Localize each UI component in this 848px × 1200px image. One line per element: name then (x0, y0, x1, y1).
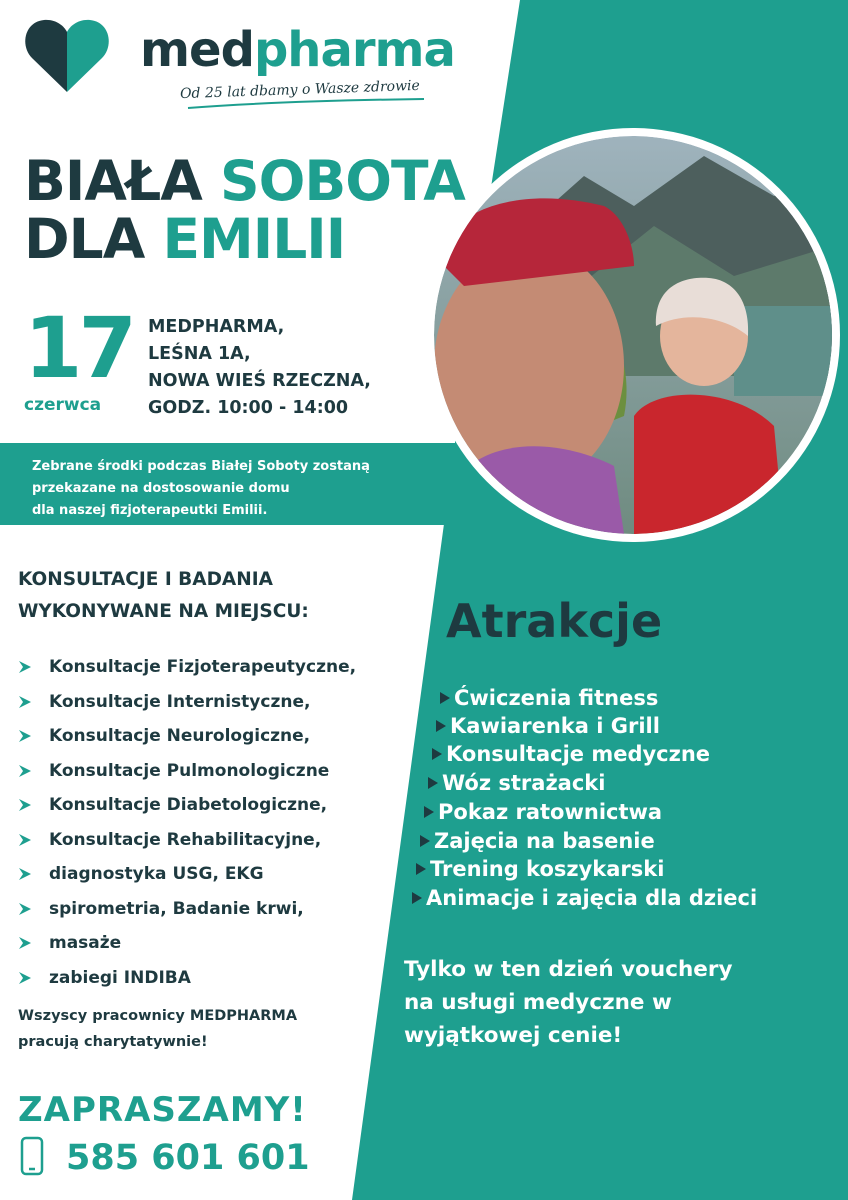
address-line: NOWA WIEŚ RZECZNA, (148, 371, 371, 391)
list-item: Ćwiczenia fitness (440, 684, 658, 712)
chevron-right-icon (18, 729, 32, 743)
event-day: 17 (24, 299, 133, 397)
list-item: Animacje i zajęcia dla dzieci (412, 884, 757, 912)
event-month: czerwca (24, 395, 102, 415)
tagline-underline (186, 96, 426, 110)
staff-note (18, 1003, 297, 1055)
title-word-biala: BIAŁA (24, 149, 202, 213)
triangle-right-icon (440, 692, 450, 704)
chevron-right-icon (18, 971, 32, 985)
triangle-right-icon (412, 892, 422, 904)
list-item: Konsultacje Neurologiczne, (18, 719, 356, 754)
triangle-right-icon (416, 863, 426, 875)
triangle-right-icon (424, 806, 434, 818)
voucher-note (404, 953, 732, 1052)
list-item: masaże (18, 926, 356, 961)
title-word-emilii: EMILII (162, 207, 346, 271)
list-item: Zajęcia na basenie (420, 827, 655, 855)
list-item: diagnostyka USG, EKG (18, 857, 356, 892)
list-item: Wóz strażacki (428, 769, 605, 797)
triangle-right-icon (432, 748, 442, 760)
list-item: Konsultacje medyczne (432, 740, 710, 768)
brand-name-part2: pharma (253, 22, 455, 78)
chevron-right-icon (18, 902, 32, 916)
consultations-heading-line: WYKONYWANE NA MIEJSCU: (18, 601, 309, 622)
phone-icon (20, 1136, 44, 1176)
phone-number[interactable]: 585 601 601 (66, 1138, 310, 1178)
list-item: Konsultacje Internistyczne, (18, 685, 356, 720)
info-line: Zebrane środki podczas Białej Soboty zostaną (32, 459, 370, 474)
info-line: przekazane na dostosowanie domu (32, 481, 290, 496)
chevron-right-icon (18, 798, 32, 812)
triangle-right-icon (428, 777, 438, 789)
chevron-right-icon (18, 833, 32, 847)
list-item: zabiegi INDIBA (18, 961, 356, 996)
staff-note-line: pracują charytatywnie! (18, 1034, 208, 1050)
title-word-dla: DLA (24, 207, 145, 271)
chevron-right-icon (18, 695, 32, 709)
event-address (148, 314, 371, 422)
event-hours: GODZ. 10:00 - 14:00 (148, 398, 349, 418)
list-item: Konsultacje Pulmonologiczne (18, 754, 356, 789)
address-line: LEŚNA 1A, (148, 344, 251, 364)
list-item: Konsultacje Rehabilitacyjne, (18, 823, 356, 858)
attractions-heading: Atrakcje (446, 594, 663, 648)
brand-name (140, 22, 455, 78)
fundraiser-info (32, 456, 370, 522)
chevron-right-icon (18, 936, 32, 950)
event-title (24, 149, 465, 271)
voucher-line: Tylko w ten dzień vouchery (404, 957, 733, 982)
address-line: MEDPHARMA, (148, 317, 285, 337)
title-word-sobota: SOBOTA (220, 149, 465, 213)
triangle-right-icon (436, 720, 446, 732)
mother-baby-photo (434, 136, 832, 534)
invite-heading: ZAPRASZAMY! (18, 1090, 307, 1130)
list-item: Pokaz ratownictwa (424, 798, 662, 826)
voucher-line: wyjątkowej cenie! (404, 1023, 623, 1048)
list-item: Trening koszykarski (416, 855, 664, 883)
consultations-list (18, 650, 356, 995)
chevron-right-icon (18, 867, 32, 881)
list-item: spirometria, Badanie krwi, (18, 892, 356, 927)
list-item: Kawiarenka i Grill (436, 712, 660, 740)
brand-tagline: Od 25 lat dbamy o Wasze zdrowie (179, 77, 421, 103)
chevron-right-icon (18, 660, 32, 674)
voucher-line: na usługi medyczne w (404, 990, 672, 1015)
triangle-right-icon (420, 835, 430, 847)
heart-logo-icon (24, 16, 110, 94)
staff-note-line: Wszyscy pracownicy MEDPHARMA (18, 1008, 298, 1024)
consultations-heading-line: KONSULTACJE I BADANIA (18, 569, 273, 590)
chevron-right-icon (18, 764, 32, 778)
info-line: dla naszej fizjoterapeutki Emilii. (32, 503, 268, 518)
consultations-heading (18, 564, 309, 628)
list-item: Konsultacje Fizjoterapeutyczne, (18, 650, 356, 685)
brand-name-part1: med (140, 22, 254, 78)
list-item: Konsultacje Diabetologiczne, (18, 788, 356, 823)
